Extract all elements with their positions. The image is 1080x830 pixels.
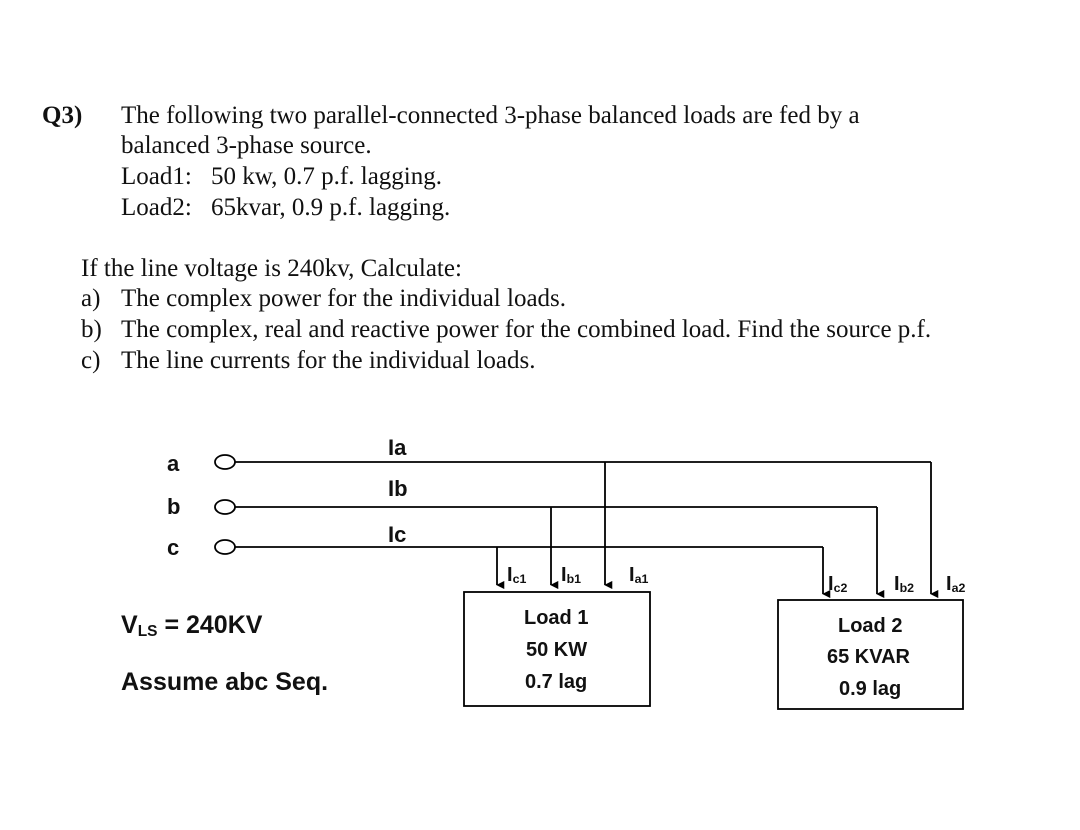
load2-rating: 65 KVAR <box>827 646 910 668</box>
branch-current-ia2: $I_{a2}$ <box>946 573 966 596</box>
line-current-ib: Ib <box>388 476 408 501</box>
task-lead: If the line voltage is 240kv, Calculate: <box>81 255 462 282</box>
load2-name: Load 2 <box>838 615 903 637</box>
question-intro-line-1: The following two parallel-connected 3-phase balanced loads are fed by a <box>121 102 860 129</box>
terminal-c-label: c <box>167 535 180 560</box>
terminal-b-circle <box>215 500 235 514</box>
task-item-a-marker: a) <box>81 285 101 312</box>
load2-pf: 0.9 lag <box>839 678 902 700</box>
terminal-a-circle <box>215 455 235 469</box>
load2-spec: 65kvar, 0.9 p.f. lagging. <box>211 194 451 221</box>
branch-current-ic1: $I_{c1}$ <box>507 564 527 587</box>
task-item-c-marker: c) <box>81 347 101 374</box>
load1-rating: 50 KW <box>526 639 588 661</box>
load1-pf: 0.7 lag <box>525 671 588 693</box>
task-item-a-text: The complex power for the individual loads. <box>121 285 567 312</box>
branch-current-ib2: $I_{b2}$ <box>894 573 915 596</box>
sequence-note: Assume abc Seq. <box>121 668 329 696</box>
task-item-b-text: The complex, real and reactive power for the combined load. Find the source p.f. <box>121 316 932 343</box>
question-number: Q3) <box>42 102 83 129</box>
line-current-ia: Ia <box>388 435 407 460</box>
terminal-a-label: a <box>167 451 180 476</box>
branch-current-ic2: $I_{c2}$ <box>828 573 848 596</box>
branch-current-ia1: $I_{a1}$ <box>629 564 649 587</box>
task-item-c-text: The line currents for the individual loads. <box>121 347 536 374</box>
task-item-b-marker: b) <box>81 316 102 343</box>
load1-name: Load 1 <box>524 607 589 629</box>
line-voltage-label: $V_{LS} = 240KV$ <box>121 611 263 640</box>
terminal-c-circle <box>215 540 235 554</box>
branch-current-ib1: $I_{b1}$ <box>561 564 582 587</box>
load1-spec: 50 kw, 0.7 p.f. lagging. <box>211 163 442 190</box>
load1-label: Load1: <box>121 163 192 190</box>
load2-label: Load2: <box>121 194 192 221</box>
terminal-b-label: b <box>167 494 181 519</box>
line-current-ic: Ic <box>388 522 407 547</box>
question-intro-line-2: balanced 3-phase source. <box>121 132 372 159</box>
